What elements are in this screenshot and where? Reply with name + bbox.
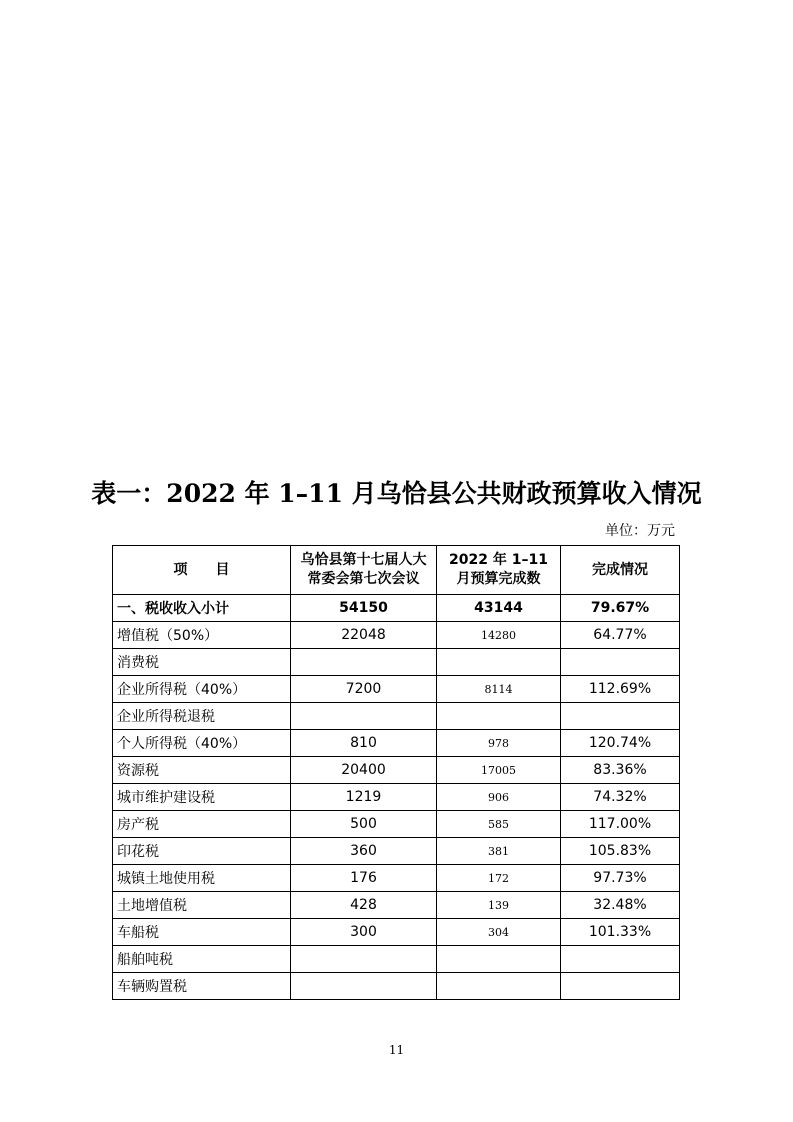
table-header-row: [113, 546, 680, 595]
cell-completed: 381: [437, 838, 561, 865]
cell-budget: 22048: [291, 622, 437, 649]
cell-rate: 64.77%: [561, 622, 680, 649]
cell-item-name: 城镇土地使用税: [113, 865, 291, 892]
cell-item-name: 城市维护建设税: [113, 784, 291, 811]
cell-rate: [561, 703, 680, 730]
table-row: [113, 946, 680, 973]
table-row: [113, 811, 680, 838]
unit-label: 单位：万元: [605, 523, 675, 539]
cell-budget: 300: [291, 919, 437, 946]
cell-completed: 585: [437, 811, 561, 838]
cell-completed: 139: [437, 892, 561, 919]
cell-rate: 117.00%: [561, 811, 680, 838]
cell-completed: [437, 973, 561, 1000]
cell-rate: 97.73%: [561, 865, 680, 892]
table-row: [113, 865, 680, 892]
cell-item-name: 房产税: [113, 811, 291, 838]
cell-item-name: 印花税: [113, 838, 291, 865]
cell-completed: 172: [437, 865, 561, 892]
page-number: 11: [388, 1043, 405, 1057]
cell-budget: 54150: [291, 595, 437, 622]
cell-completed: [437, 946, 561, 973]
cell-completed: [437, 649, 561, 676]
table-row: [113, 730, 680, 757]
cell-item-name: 增值税（50%）: [113, 622, 291, 649]
revenue-table: [112, 545, 680, 1000]
header-completed: 2022 年 1–11 月预算完成数: [437, 546, 561, 595]
cell-budget: 428: [291, 892, 437, 919]
header-budget: 乌恰县第十七届人大常委会第七次会议: [291, 546, 437, 595]
table-row: [113, 784, 680, 811]
cell-completed: 14280: [437, 622, 561, 649]
table-row: [113, 622, 680, 649]
cell-budget: 7200: [291, 676, 437, 703]
cell-budget: 500: [291, 811, 437, 838]
cell-rate: 32.48%: [561, 892, 680, 919]
cell-item-name: 车辆购置税: [113, 973, 291, 1000]
cell-completed: 906: [437, 784, 561, 811]
cell-budget: [291, 703, 437, 730]
cell-completed: [437, 703, 561, 730]
cell-item-name: 车船税: [113, 919, 291, 946]
cell-item-name: 土地增值税: [113, 892, 291, 919]
table-row: [113, 649, 680, 676]
cell-rate: 112.69%: [561, 676, 680, 703]
cell-item-name: 一、税收收入小计: [113, 595, 291, 622]
cell-rate: [561, 649, 680, 676]
cell-rate: 105.83%: [561, 838, 680, 865]
cell-budget: 20400: [291, 757, 437, 784]
cell-completed: 304: [437, 919, 561, 946]
table-row: [113, 892, 680, 919]
header-rate: 完成情况: [561, 546, 680, 595]
cell-item-name: 企业所得税（40%）: [113, 676, 291, 703]
table-row: [113, 676, 680, 703]
cell-rate: 101.33%: [561, 919, 680, 946]
cell-item-name: 船舶吨税: [113, 946, 291, 973]
cell-completed: 978: [437, 730, 561, 757]
cell-budget: [291, 946, 437, 973]
cell-budget: 176: [291, 865, 437, 892]
cell-completed: 8114: [437, 676, 561, 703]
cell-completed: 43144: [437, 595, 561, 622]
cell-completed: 17005: [437, 757, 561, 784]
cell-rate: 120.74%: [561, 730, 680, 757]
cell-item-name: 消费税: [113, 649, 291, 676]
cell-budget: 810: [291, 730, 437, 757]
cell-budget: 360: [291, 838, 437, 865]
cell-budget: 1219: [291, 784, 437, 811]
cell-item-name: 企业所得税退税: [113, 703, 291, 730]
cell-item-name: 个人所得税（40%）: [113, 730, 291, 757]
cell-budget: [291, 649, 437, 676]
table-row: [113, 757, 680, 784]
cell-rate: [561, 946, 680, 973]
cell-rate: 74.32%: [561, 784, 680, 811]
table-row-subtotal: [113, 595, 680, 622]
header-item: 项 目: [113, 546, 291, 595]
cell-budget: [291, 973, 437, 1000]
cell-rate: 83.36%: [561, 757, 680, 784]
cell-rate: 79.67%: [561, 595, 680, 622]
table-row: [113, 703, 680, 730]
table-row: [113, 973, 680, 1000]
page-title: 表一：2022 年 1–11 月乌恰县公共财政预算收入情况: [91, 479, 702, 508]
table-row: [113, 838, 680, 865]
cell-rate: [561, 973, 680, 1000]
cell-item-name: 资源税: [113, 757, 291, 784]
table-row: [113, 919, 680, 946]
